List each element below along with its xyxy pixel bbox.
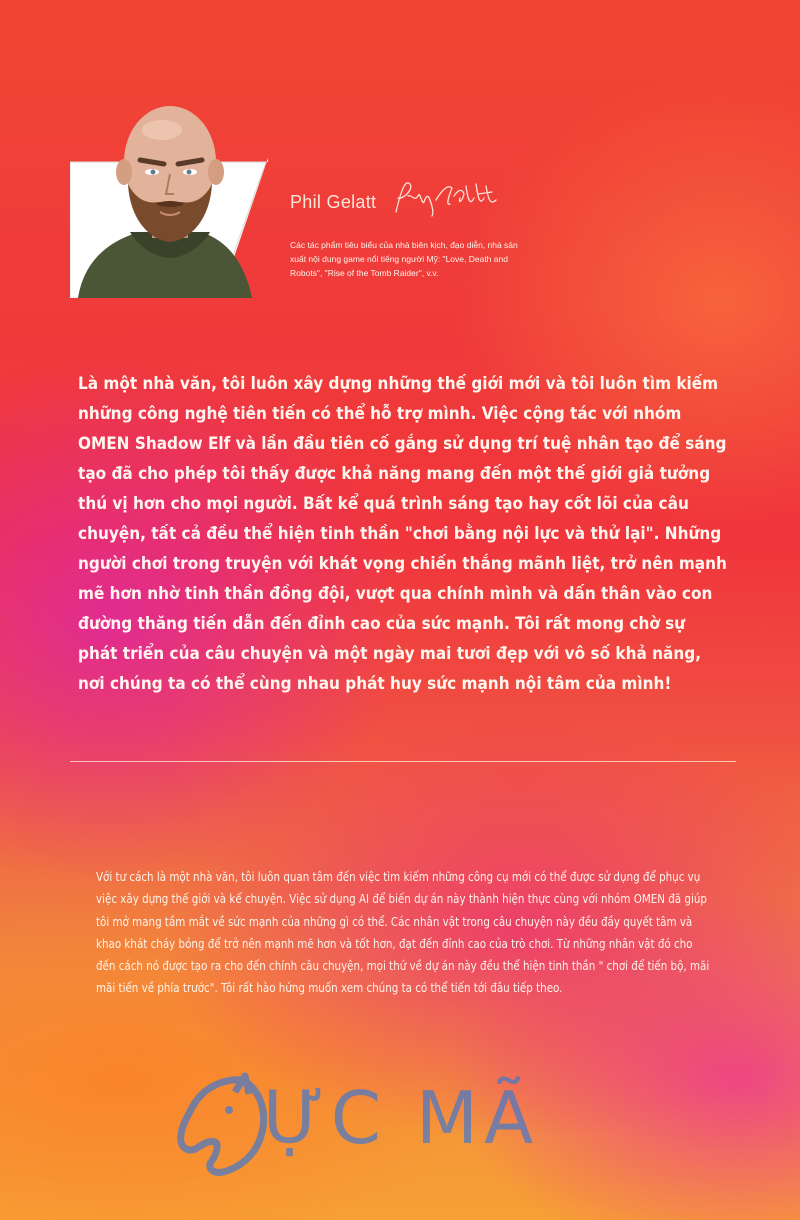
main-quote: Là một nhà văn, tôi luôn xây dựng những thế giới mới và tôi luôn tìm kiếm những công nghệ tiên tiến có thể hỗ trợ mình. Việc cộng tác với nhóm OMEN Shadow Elf và lần đầu tiên cố gắng sử dụng trí tuệ nhân tạo để sáng tạo đã cho phép tôi thấy được khả năng mang đến một thế giới giả tưởng thú vị hơn cho mọi người. Bất kể quá trình sáng tạo hay cốt lõi của câu chuyện, tất cả đều thể hiện tinh thần "chơi bằng nội lực và thử lại". Những người chơi trong truyện với khát vọng chiến thắng mãnh liệt, trở nên mạnh mẽ hơn nhờ tinh thần đồng đội, vượt qua chính mình và dấn thân vào con đường thăng tiến dẫn đến đỉnh cao của sức mạnh. Tôi rất mong chờ sự phát triển của câu chuyện và một ngày mai tươi đẹp với vô số khả năng, nơi chúng ta có thể cùng nhau phát huy sức mạnh nội tâm của mình! [78,374,727,694]
author-name: Phil Gelatt [290,192,377,212]
divider [70,761,736,762]
secondary-quote: Với tư cách là một nhà văn, tôi luôn quan tâm đến việc tìm kiếm những công cụ mới có thể được sử dụng để phục vụ việc xây dựng thế giới và kể chuyện. Việc sử dụng AI để biến dự án này thành hiện thực cùng với nhóm OMEN đã giúp tôi mở mang tầm mắt về sức mạnh của những gì có thể. Các nhân vật trong câu chuyện này đều đầy quyết tâm và khao khát cháy bỏng để trở nên mạnh mẽ hơn và tốt hơn, đạt đến đỉnh cao của trò chơi. Từ những nhân vật đó cho đến cách nó được tạo ra cho đến chính câu chuyện, mọi thứ về dự án này đều thể hiện tinh thần " chơi để tiến bộ, mãi mãi tiến về phía trước". Tôi rất hào hứng muốn xem chúng ta có thể tiến tới đâu tiếp theo. [96,870,710,996]
horse-head-icon [165,1070,275,1180]
author-portrait [70,100,268,298]
watermark-logo [165,1070,585,1180]
author-bio: Các tác phẩm tiêu biểu của nhà biên kịch, đạo diễn, nhà sản xuất nội dung game nổi tiếng người Mỹ: "Love, Death and Robots", "Rise of the Tomb Raider", v.v. [290,240,518,278]
author-signature [392,176,502,220]
watermark-text: ỰC MÃ [263,1076,540,1160]
